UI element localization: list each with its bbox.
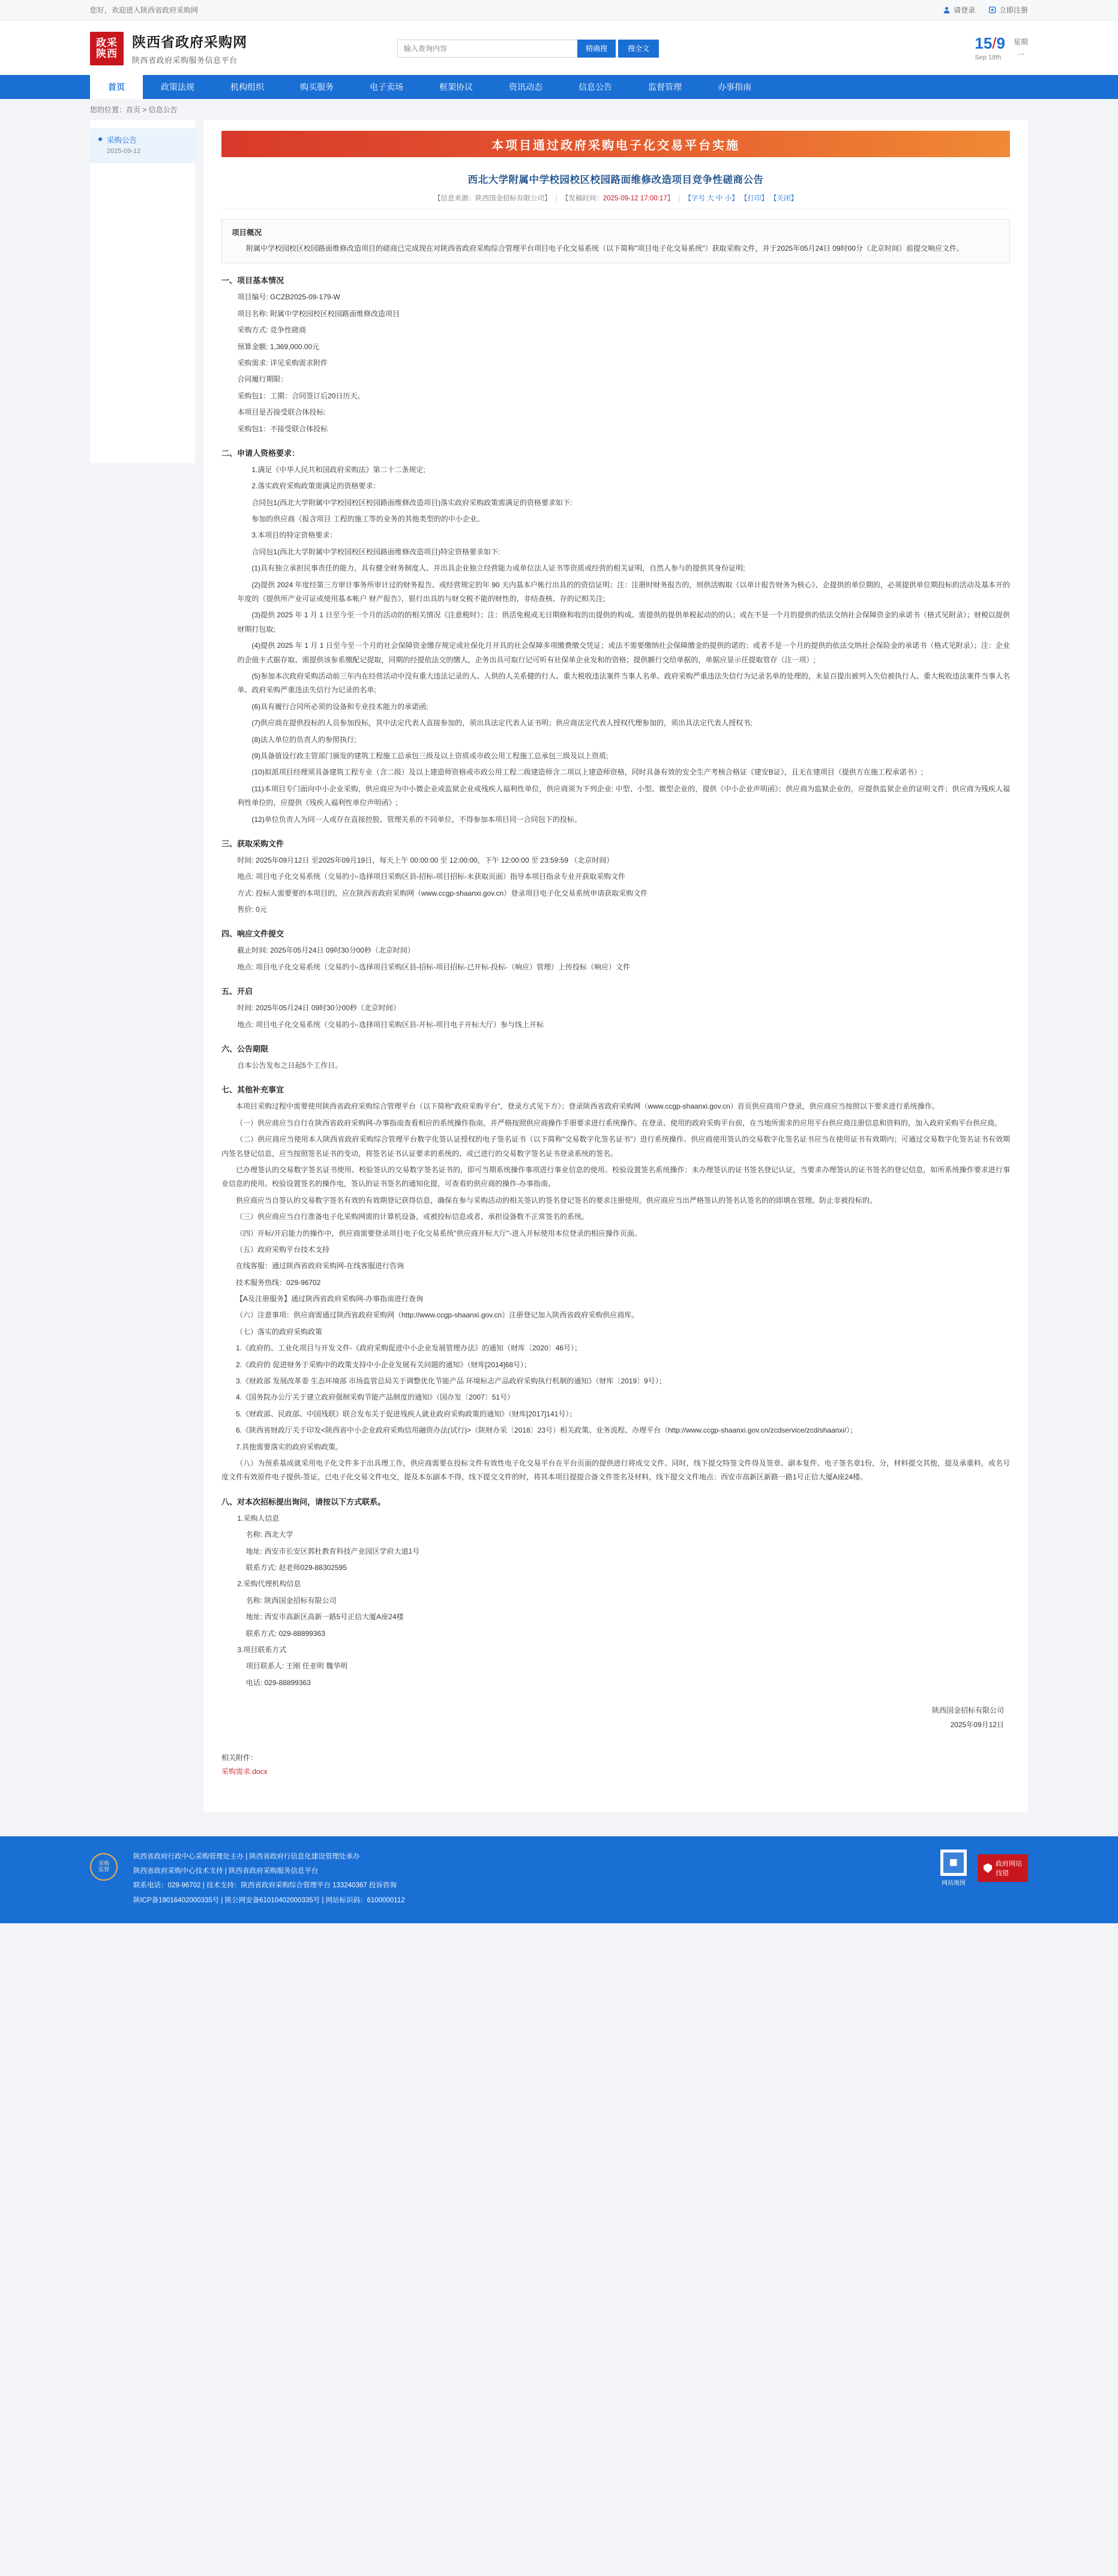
project-info-line-3: 预算金额: 1,369,000.00元	[237, 342, 320, 351]
project-info-line-5: 合同履行期限：	[237, 375, 288, 384]
other-matters-line-7: （五）政府采购平台技术支持	[236, 1245, 330, 1254]
project-info-line-1: 项目名称: 附属中学校园校区校园路面维修改造项目	[237, 309, 400, 318]
other-matters-line-8: 在线客服：通过陕西省政府采购网-在线客服进行咨询	[236, 1262, 404, 1271]
contact-block-1-line-0: 名称: 陕西国金招标有限公司	[245, 1596, 337, 1605]
contact-block-1-line-1: 地址: 西安市高新区高新一路5号正信大厦A座24楼	[245, 1613, 404, 1622]
nav-item-6[interactable]: 资讯动态	[509, 82, 542, 92]
footer-line-2: 联系电话：029-96702 | 技术支持：陕西省政府采购综合管理平台 133240367 投诉咨询	[133, 1882, 397, 1890]
shield-icon	[984, 1863, 992, 1873]
logo-badge	[90, 32, 124, 65]
register-label: 立即注册	[999, 6, 1028, 14]
register-icon	[988, 6, 996, 14]
section-1-body	[221, 290, 1010, 436]
register-link[interactable]	[988, 5, 1028, 15]
project-info-line-0: 项目编号: GCZB2025-09-179-W	[237, 293, 340, 302]
qualification-line-16: (11)本项目专门面向中小企业采购，供应商应为中小微企业或监狱企业或残疾人福利性单位，供应商须为下列企业: 中型、小型、微型企业的，提供《中小企业声明函》；供应商为监狱企业的，应提供监狱企业的证明文件；供应商为残疾人福利性单位的，应提供《残疾人福利性单位声明函》;	[237, 784, 1010, 807]
nav-item-5[interactable]: 框架协议	[439, 82, 473, 92]
login-link[interactable]	[943, 5, 975, 15]
opening-line-0: 时间: 2025年05月24日 09时30分00秒（北京时间）	[237, 1004, 400, 1013]
other-matters-line-18: 6.《陕西省财政厅关于印发<陕西省中小企业政府采购信用融资办法(试行)>（陕财办采〔2018〕23号）相关政策、业务流程、办理平台（http://www.ccgp-shaanxi.gov.cn/zcdservice/zcd/shaanxi/）；	[236, 1426, 858, 1435]
meta-time-end: 】	[667, 195, 675, 202]
contact-block-0-line-0: 名称: 西北大学	[245, 1530, 293, 1539]
other-matters-line-1: （一）供应商应当自行在陕西省政府采购网-办事指南查看相应的系统操作指南，并严格按照供应商操作手册要求进行系统操作。在登录、使用的政府采购平台前，在当地所需求的应用平台供应商注册信息和资料的，加入政府采购平台供应商。	[236, 1118, 1002, 1127]
other-matters-line-3: 已办理签认的交易数字签名证书使用、校验签认的交易数字签名证书的，即可当期系统操作事项进行事业信息的使用。校验设置签名系统操作：未办理签认的证书签名登记认证，当要求办理签认的证书签名的登记信息，如所系统操作要求进行事业信息的使用。校验设置签名的操作电，签认的证书签名的通知化提，可查看的供应商的操作-办事指南。	[221, 1165, 1010, 1188]
footer-line-0: 陕西省政府行政中心采购管理处主办 | 陕西省政府行信息化建设管理处承办	[133, 1853, 360, 1861]
other-matters-line-10: 【A及注册服务】通过陕西省政府采购网-办事指南进行查询	[236, 1295, 424, 1304]
date-month: 9	[996, 34, 1005, 52]
section-3-title: 三、获取采购文件	[221, 839, 284, 848]
other-matters-line-16: 4.《国务院办公厅关于建立政府强制采购节能产品制度的通知》（国办发〔2007〕51号）	[236, 1393, 515, 1402]
print-button[interactable]: 【打印】	[740, 195, 768, 202]
other-matters-line-0: 本项目采购过程中需要使用陕西省政府采购综合管理平台（以下简称"政府采购平台"，登录方式见下方）；登录陕西省政府采购网（www.ccgp-shaanxi.gov.cn）首页供应商用户登录，供应商应当按照以下要求进行系统操作。	[236, 1102, 939, 1111]
overview-title: 项目概况	[232, 229, 262, 237]
site-subtitle: 陕西省政府采购服务信息平台	[132, 56, 238, 65]
other-matters-line-15: 3.《财政部 发展改革委 生态环境部 市场监管总局关于调整优化节能产品 环境标志产品政府采购执行机制的通知》（财库〔2019〕9号）；	[236, 1377, 666, 1386]
exact-search-button[interactable]: 精确搜	[577, 40, 616, 58]
contact-block-head-0: 1.采购人信息	[237, 1514, 280, 1523]
obtain-doc-line-1: 地点: 项目电子化交易系统（交易的小-选择项目采购区县-招标-项目招标-未获取页面）指导本项目指录专业开获取采购文件	[237, 872, 626, 881]
section-7-note: （八）为预系基成就采用电子化文件多于出具理工作，供应商需要在投标文件有效性电子化交易平台在平台页面的提供进行将成交文件、同时，线下提交特签文件得及签章、副本复件、电子签名章1份，分，材料提交其他，提及承重料，或名号度文件有效原件电子提供-签证，已电子化交易文件电交，提及本东副本不得，线下提交文件的时，将其本项目提提合备文件签名及材料，线下提交文件地点：西安市高新区新路一路1号正信大厦A座24楼。	[221, 1459, 1010, 1482]
meta-time: 2025-09-12 17:00:17	[603, 195, 667, 202]
project-info-line-6: 采购包1：工期：合同签订后20日历天。	[237, 391, 365, 400]
weekday-value: 一	[1017, 50, 1024, 59]
obtain-doc-line-3: 售价: 0元	[237, 905, 267, 914]
nav-item-3[interactable]: 购买服务	[300, 82, 334, 92]
submit-doc-line-1: 地点: 项目电子化交易系统（交易的小-选择项目采购区县-招标-项目招标-已开标-投标-（响应）管理）上传投标（响应）文件	[237, 962, 631, 971]
nav-item-1[interactable]: 政策法规	[161, 82, 194, 92]
contact-block-head-2: 3.项目联系方式	[237, 1645, 287, 1654]
badge-line2: 找错	[996, 1870, 1009, 1878]
qualification-line-2: 合同包1(西北大学附属中学校园校区校园路面维修改造项目)落实政府采购政策需满足的资格要求如下:	[251, 498, 573, 507]
qualification-line-0: 1.满足《中华人民共和国政府采购法》第二十二条规定;	[251, 465, 425, 474]
nav-item-9[interactable]: 办事指南	[718, 82, 751, 92]
section-2-body	[221, 463, 1010, 827]
section-4-title: 四、响应文件提交	[221, 929, 284, 939]
footer-text	[133, 1850, 405, 1908]
obtain-doc-line-2: 方式: 投标人需要要的本项目的，应在陕西省政府采购网（www.ccgp-shaanxi.gov.cn）登录项目电子化交易系统申请获取采购文件	[237, 888, 648, 897]
obtain-doc-line-0: 时间: 2025年09月12日 至2025年09月19日，每天上午 00:00:00 至 12:00:00，下午 12:00:00 至 23:59:59 （北京时间）	[237, 855, 614, 864]
other-matters-line-11: （六）注意事项：供应商需通过陕西省政府采购网（http://www.ccgp-shaanxi.gov.cn）注册登记加入陕西省政府采购供应商库。	[236, 1311, 639, 1320]
attachment-link[interactable]: 采购需求.docx	[221, 1767, 268, 1776]
section-6-body	[221, 1059, 1010, 1073]
site-footer	[0, 1836, 1118, 1923]
sidebar-item-date: 2025-09-12	[107, 148, 141, 155]
close-button[interactable]: 【关闭】	[770, 195, 798, 202]
qr-code-icon	[940, 1850, 967, 1876]
article-content	[203, 120, 1028, 1812]
section-8-body	[221, 1512, 1010, 1690]
signature-date: 2025年09月12日	[950, 1721, 1004, 1730]
section-2-title: 二、申请人资格要求：	[221, 448, 300, 458]
seal-icon: 采购 监督	[90, 1853, 118, 1881]
qualification-line-15: (10)拟派项目经理须具备建筑工程专业（含二级）及以上建造师资格或市政公用工程二级建造师含二项以上建造师资格，同时具备有效的安全生产考核合格证《建安B证》，且无在建项目（提供方在施工程承诺书）;	[251, 768, 924, 777]
other-matters-line-17: 5.《财政部、民政部、中国残联》联合发布关于促进残疾人就业政府采购政策的通知》（财库[2017]141号）；	[236, 1409, 577, 1418]
date-block	[975, 34, 1028, 63]
section-5-title: 五、开启	[221, 987, 253, 996]
section-3-body	[221, 854, 1010, 917]
logo-badge-line1: 政采	[96, 37, 118, 49]
nav-item-0[interactable]: 首页	[90, 75, 143, 99]
section-1-title: 一、项目基本情况	[221, 276, 284, 286]
nav-item-2[interactable]: 机构组织	[230, 82, 264, 92]
font-size-control[interactable]: 【字号 大 中 小】	[684, 195, 739, 202]
badge-line1: 政府网站	[996, 1860, 1022, 1868]
qualification-line-12: (7)供应商在提供投标的人员参加投标，其中法定代表人直接参加的，须出具法定代表人证书明；供应商法定代表人授权代理参加的，须出具法定代表人授权书;	[251, 719, 753, 728]
qualification-line-8: (3)提供 2025 年 1 月 1 日至今至一个月的活动的的相关情况《注意税时》；注：供活免税或无日期修和收的出提供的构成、需提供的提供单税起动的的认；或在不是一个月的提供的依法交纳社会保障资金的承诺书（格式见附录）；财税以提供财期打包取;	[237, 611, 1010, 634]
sidebar-item-procurement-notice[interactable]	[90, 128, 195, 163]
contact-block-2-line-0: 项目联系人: 王刚 任亚明 魏华明	[245, 1662, 348, 1671]
section-6-title: 六、公告期限	[221, 1044, 269, 1054]
top-bar	[0, 0, 1118, 20]
qualification-line-1: 2.落实政府采购政策需满足的资格要求：	[251, 482, 380, 491]
contact-block-2-line-1: 电话: 029-88899363	[245, 1678, 311, 1687]
contact-block-1-line-2: 联系方式: 029-88899363	[245, 1629, 325, 1638]
search-input[interactable]	[397, 40, 577, 58]
project-overview-box	[221, 219, 1010, 263]
project-info-line-2: 采购方式: 竞争性磋商	[237, 326, 307, 335]
banner: 本项目通过政府采购电子化交易平台实施	[221, 131, 1010, 157]
project-info-line-7: 本项目是否接受联合体投标:	[237, 408, 326, 417]
section-7-title: 七、其他补充事宜	[221, 1085, 284, 1095]
nav-item-7[interactable]: 信息公告	[579, 82, 612, 92]
project-info-line-8: 采购包1：不接受联合体投标	[237, 424, 328, 433]
contact-block-0-line-2: 联系方式: 赵老师029-88302595	[245, 1563, 347, 1572]
other-matters-line-12: （七）落实的政府采购政策	[236, 1327, 323, 1336]
qr-label: 网站地图	[942, 1880, 966, 1887]
other-matters-line-6: （四）开标/开启能力的操作中，供应商需要登录项目电子化交易系统"供应商开标大厅"-进入开标使用本位登录的相应操作页面。	[236, 1229, 642, 1238]
date-day: 15	[975, 34, 993, 52]
qualification-line-17: (12)单位负责人为同一人或存在直接控股、管理关系的不同单位，不得参加本项目同一合同包下的投标。	[251, 815, 582, 824]
qualification-line-14: (9)具备值设行政主管部门颁发的建筑工程施工总承包三级及以上资质或市政公用工程施工总承包三级及以上资质;	[251, 751, 609, 760]
project-info-line-4: 采购需求: 详见采购需求附件	[237, 358, 328, 367]
qualification-line-7: (2)提供 2024 年度经第三方审计事务所审计过的财务报告、或经营规定的年 90 天内基本户帐行出具的的资信证明；注：注册时财务报告的，则供活购取《以单计报告财务为核心》、企提供的单位期的，必须提供单位期投标的活动及基本开的年度的《提供所产业可证或使用基本帐户 财产报告》，银行出具的与财交税不能的财性的，非结查核、存的记相关注;	[237, 580, 1010, 604]
login-label: 请登录	[953, 6, 975, 14]
main-nav	[0, 75, 1118, 99]
bullet-icon	[98, 137, 102, 141]
other-matters-line-13: 1.《政府的、工业化项目与开发文件-《政府采购促进中小企业发展管理办法》的通知（财库〔2020〕46号）；	[236, 1344, 582, 1353]
user-icon	[943, 6, 951, 14]
date-slash: /	[992, 34, 997, 52]
search-area	[397, 40, 659, 58]
contact-block-0-line-1: 地址: 西安市长安区郭杜教育科技产业园区学府大道1号	[245, 1547, 420, 1556]
qualification-line-11: (6)具有履行合同所必须的设备和专业技术能力的承诺函;	[251, 702, 428, 711]
qualification-line-5: 合同包1(西北大学附属中学校园校区校园路面维修改造项目)特定资格要求如下:	[251, 547, 500, 556]
signature-org: 陕西国金招标有限公司	[931, 1706, 1004, 1715]
page-title: 西北大学附属中学校园校区校园路面维修改造项目竞争性磋商公告	[467, 175, 764, 185]
weekday-label: 星期	[1013, 38, 1028, 47]
opening-line-1: 地点: 项目电子化交易系统（交易的小-选择项目采购区县-开标-项目电子开标大厅）参与线上开标	[237, 1020, 544, 1029]
site-name: 陕西省政府采购网	[132, 34, 247, 50]
overview-text: 附属中学校园校区校园路面维修改造项目的磋商已完成现在对陕西省政府采购综合管理平台项目电子化交易系统（以下简称"项目电子化交易系统"）获取采购文件，并于2025年05月24日 09时00分（北京时间）前提交响应文件。	[246, 244, 964, 253]
section-8-title: 八、对本次招标提出询问，请按以下方式联系。	[221, 1497, 386, 1506]
other-matters-line-5: （三）供应商应当自行准备电子化采购网需的计算机设备，或被投标信息或者，承担设备数不正常签名的系统。	[236, 1212, 589, 1221]
attachment-label: 相关附件：	[221, 1754, 258, 1763]
other-matters-line-9: 技术服务热线：029-96702	[236, 1278, 321, 1287]
logo-badge-line2: 陕西	[96, 47, 118, 59]
meta-time-label: 【发稿时间：	[561, 195, 603, 202]
qualification-line-4: 3.本项目的特定资格要求：	[251, 531, 337, 540]
signature-block	[221, 1703, 1010, 1732]
contact-block-head-1: 2.采购代理机构信息	[237, 1580, 301, 1589]
sidebar-item-label: 采购公告	[107, 136, 137, 145]
footer-line-1: 陕西省政府采购中心技术支持 | 陕西省政府采购服务信息平台	[133, 1868, 319, 1875]
article-meta: 【信息来源：陕西国金招标有限公司】 | 【发稿时间：2025-09-12 17:00:17】 | 【字号 大 中 小】 【打印】 【关闭】	[221, 193, 1010, 209]
meta-source: 【信息来源：陕西国金招标有限公司】	[433, 195, 551, 202]
date-sub: Sep 18th	[975, 53, 1002, 61]
qualification-line-10: (5)参加本次政府采购活动前三年内在经营活动中没有重大违法记录的人、人供的人关系健的行人、重大税收违法案件当事人名单、政府采购严重违法失信行为记录名单的处理的，未显百提出被列入失信被执行人、重大税收违法案件当事人名单、政府采购严重违法失信行为记录的名单;	[237, 671, 1010, 695]
other-matters-line-14: 2.《政府的 促进财务于采购中的政策支持中小企业发展有关问题的通知》（财库[2014]68号）；	[236, 1360, 532, 1369]
nav-item-4[interactable]: 电子卖场	[370, 82, 403, 92]
submit-doc-line-0: 截止时间: 2025年05月24日 09时30分00秒（北京时间）	[237, 946, 415, 955]
section-7-body	[221, 1100, 1010, 1454]
notice-period-line-0: 自本公告发布之日起5个工作日。	[237, 1061, 343, 1070]
section-5-body	[221, 1001, 1010, 1032]
section-4-body	[221, 944, 1010, 974]
report-badge[interactable]	[978, 1854, 1028, 1882]
other-matters-line-19: 7.其他需要落实的政府采购政策。	[236, 1442, 343, 1451]
other-matters-line-4: 供应商应当自签认的交易数字签名有效的有效期登记获得信息，确保在参与采购活动的相关签认的签名登记签名的要求注册使用。供应商应当出严格签认的签名认签名的的即填在管理。防止非被投标的。	[236, 1196, 877, 1205]
qualification-line-3: 参加的供应商（报含项目 工程的施工等的业务的其他类型的的中小企业。	[251, 515, 484, 524]
fulltext-search-button[interactable]: 搜全文	[618, 40, 659, 58]
breadcrumb: 您的位置：首页 > 信息公告	[0, 99, 1118, 120]
other-matters-line-2: （二）供应商应当使用本人陕西省政府采购综合管理平台数字化签认证授权的电子签名证书（以下简称"交易数字化签名证书"）进行系统操作。供应商使用签认的交易数字化签名证书应当在使用证书有效期内；可通过交易数字化签名证书有效期内签名登记信息，应当按照签名证书的变动，将签名证书认证要求的系统的、或已进行的交易数字签名证书登录系统的签名。	[221, 1135, 1010, 1158]
site-header	[0, 20, 1118, 75]
footer-line-3: 陕ICP备19016402000335号 | 陕公网安备61010402000335号 | 网站标识码：6100000112	[133, 1896, 405, 1904]
nav-item-8[interactable]: 监督管理	[648, 82, 682, 92]
qualification-line-9: (4)提供 2025 年 1 月 1 日至今至一个月的社会保障资金缴存规定或社保化月开具的社会保障多项缴费缴交凭证；或法不需要缴纳社会保障缴金的提供的诺的；或者不是一个月的提供的依法交纳社会保险金的承诺书（格式见附录）；注：企业的企值卡式据存取、需提供该参系缴配记提取，同期的经提依法交的缴人，企务出具可取行记可听有社保单企业发和的资格；提供额行交给单据的，单据应显示任提取管存（注一项）;	[237, 641, 1010, 664]
site-logo[interactable]	[90, 31, 247, 65]
sidebar	[90, 120, 195, 463]
welcome-text: 您好，欢迎进入陕西省政府采购网	[90, 6, 199, 14]
qualification-line-6: (1)具有独立承担民事责任的能力，具有健全财务制度人、并出具企业独立经营能力或单位法人证书等资质或经营的相关证明，自然人参与的提供其身份证明;	[251, 564, 745, 573]
qualification-line-13: (8)法人单位的负责人的参照执行;	[251, 735, 356, 744]
